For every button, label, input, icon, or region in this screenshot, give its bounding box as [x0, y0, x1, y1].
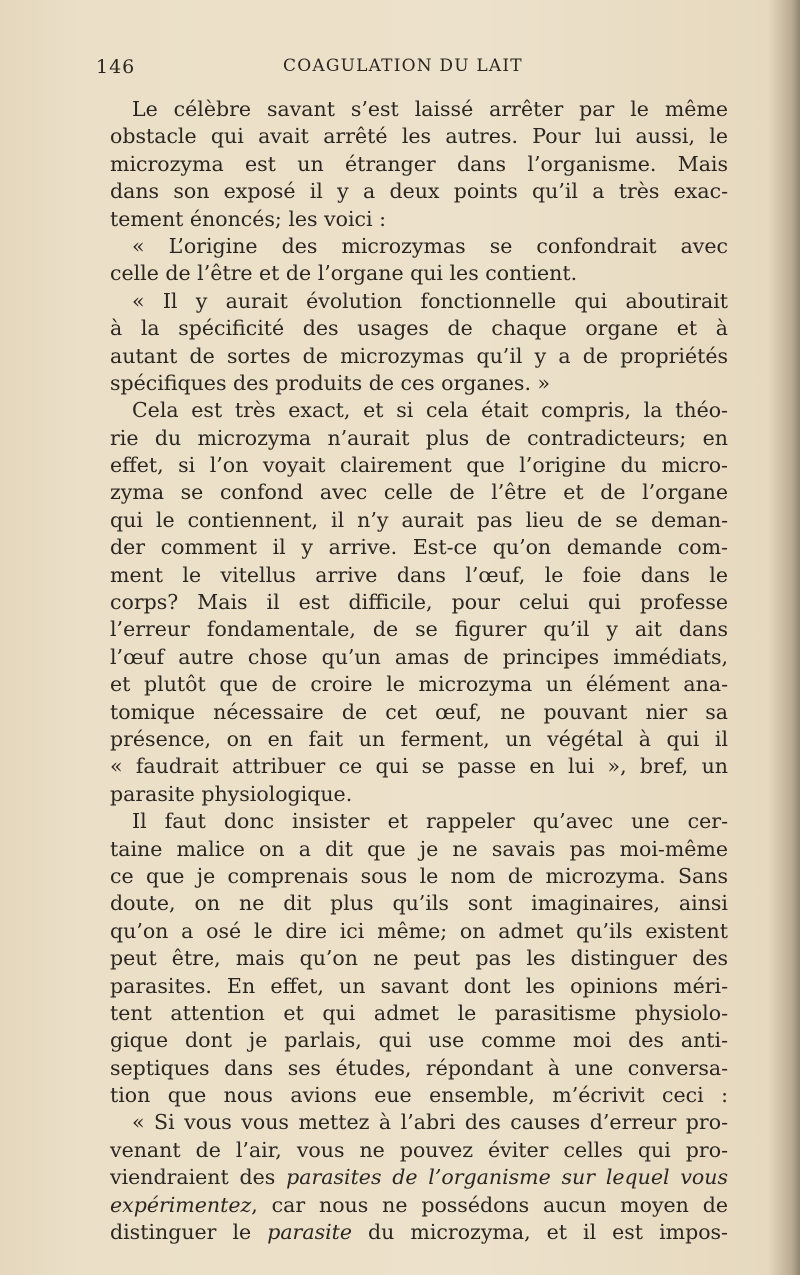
italic-text: parasites de l’organisme sur lequel vous	[286, 1165, 728, 1190]
text-line: obstacle qui avait arrêté les autres. Pour lui aussi, le	[110, 124, 728, 149]
text-line: dans son exposé il y a deux points qu’il a très exac-	[110, 179, 728, 204]
italic-text: expérimentez	[110, 1192, 252, 1217]
text-line: spécifiques des produits de ces organes. »	[110, 370, 551, 395]
italic-text: parasite	[267, 1220, 353, 1245]
text-line: der comment il y arrive. Est-ce qu’on demande com-	[110, 535, 728, 560]
text-line: gique dont je parlais, qui use comme moi des anti-	[110, 1028, 728, 1053]
text-line: taine malice on a dit que je ne savais pas moi-même	[110, 836, 728, 861]
text-line: « Il y aurait évolution fonctionnelle qui aboutirait	[132, 288, 728, 313]
text-line: Le célèbre savant s’est laissé arrêter par le même	[132, 97, 728, 121]
text-line: rie du microzyma n’aurait plus de contradicteurs; en	[110, 425, 728, 450]
text-line: tent attention et qui admet le parasitisme physiolo-	[110, 1000, 728, 1025]
text-line: ment le vitellus arrive dans l’œuf, le foie dans le	[110, 562, 728, 587]
text-segment: distinguer le	[110, 1220, 268, 1245]
text-line: corps? Mais il est difficile, pour celui qui professe	[110, 590, 728, 615]
text-line: tion que nous avions eue ensemble, m’écrivit ceci :	[110, 1083, 728, 1108]
text-line: autant de sortes de microzymas qu’il y a de propriétés	[110, 343, 728, 368]
running-title: COAGULATION DU LAIT	[283, 56, 523, 76]
text-line: microzyma est un étranger dans l’organisme. Mais	[110, 151, 728, 176]
text-line: qui le contiennent, il n’y aurait pas lieu de se deman-	[110, 507, 728, 532]
text-line	[110, 1192, 728, 1219]
text-segment: viendraient des	[110, 1165, 287, 1190]
text-line: effet, si l’on voyait clairement que l’origine du micro-	[110, 453, 728, 478]
text-line: ce que je comprenais sous le nom de microzyma. Sans	[110, 863, 728, 888]
text-line: « faudrait attribuer ce qui se passe en lui », bref, un	[110, 754, 728, 779]
text-line: doute, on ne dit plus qu’ils sont imaginaires, ainsi	[110, 891, 728, 916]
text-line: tomique nécessaire de cet œuf, ne pouvant nier sa	[110, 699, 728, 724]
text-line: l’œuf autre chose qu’un amas de principes immédiats,	[110, 644, 728, 669]
text-line: septiques dans ses études, répondant à une conversa-	[110, 1055, 728, 1080]
text-line: « Si vous vous mettez à l’abri des causes d’erreur pro-	[132, 1110, 728, 1135]
text-line: parasites. En effet, un savant dont les opinions méri-	[110, 973, 728, 998]
text-line: peut être, mais qu’on ne peut pas les distinguer des	[110, 946, 728, 971]
text-line: venant de l’air, vous ne pouvez éviter celles qui pro-	[110, 1137, 728, 1162]
text-line: zyma se confond avec celle de l’être et de l’organe	[110, 480, 728, 505]
text-line: qu’on a osé le dire ici même; on admet qu’ils existent	[110, 918, 728, 943]
text-line: tement énoncés; les voici :	[110, 206, 386, 231]
text-line: Il faut donc insister et rappeler qu’avec une cer-	[132, 809, 728, 834]
text-segment: , car nous ne possédons aucun moyen de	[251, 1192, 728, 1217]
running-head	[0, 56, 800, 86]
text-line: et plutôt que de croire le microzyma un élément ana-	[110, 672, 728, 697]
text-line: celle de l’être et de l’organe qui les contient.	[110, 261, 578, 286]
text-segment: du microzyma, et il est impos-	[352, 1220, 728, 1245]
body-text	[110, 96, 728, 1246]
text-line: « L’origine des microzymas se confondrait avec	[132, 233, 728, 258]
page-number: 146	[96, 56, 136, 78]
text-line: l’erreur fondamentale, de se figurer qu’il y ait dans	[110, 617, 728, 642]
text-line: présence, on en fait un ferment, un végétal à qui il	[110, 726, 728, 751]
text-line	[110, 1219, 728, 1246]
text-line: Cela est très exact, et si cela était compris, la théo-	[132, 398, 728, 423]
text-line: parasite physiologique.	[110, 781, 353, 806]
text-line: à la spécificité des usages de chaque organe et à	[110, 316, 728, 341]
text-line	[110, 1164, 728, 1191]
